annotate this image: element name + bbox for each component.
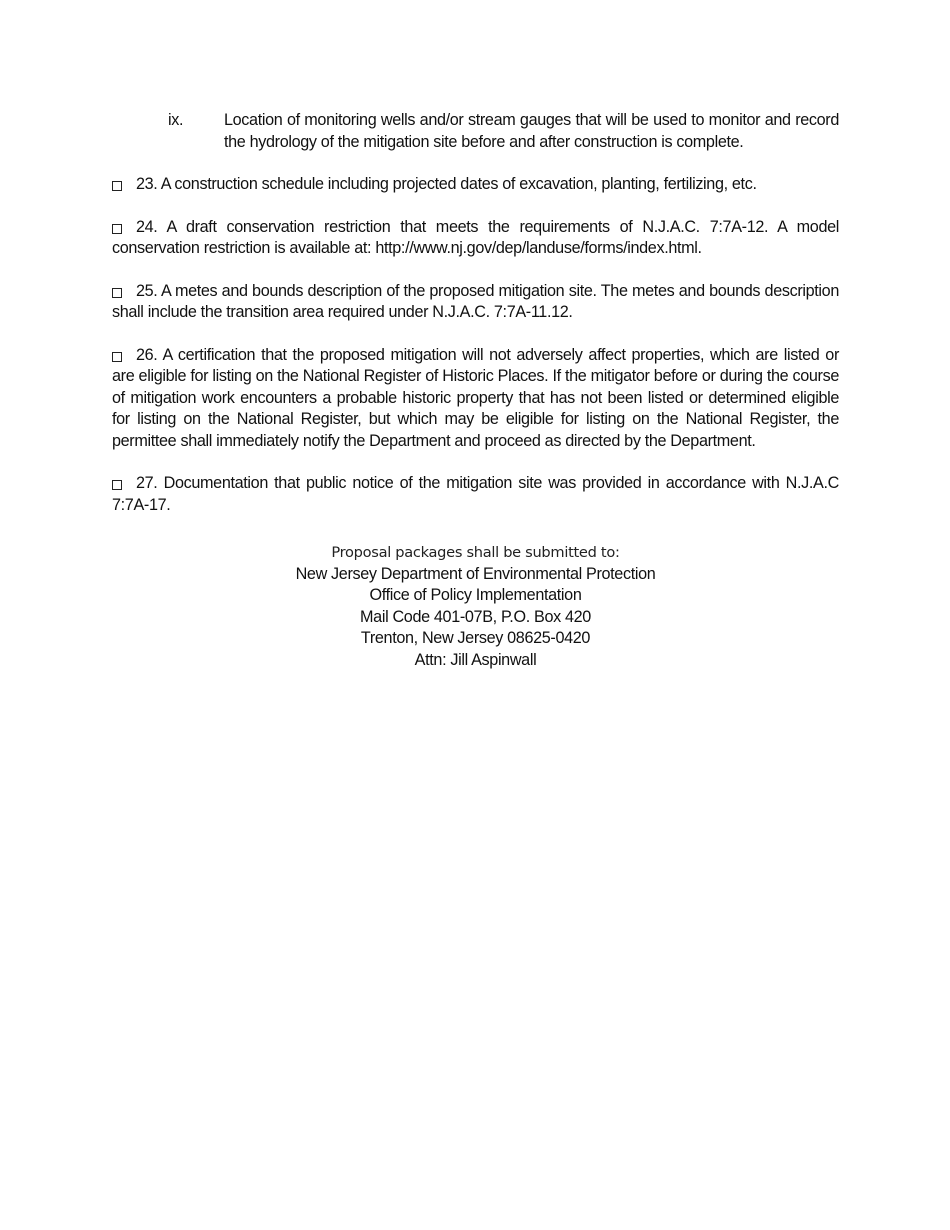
submission-intro: Proposal packages shall be submitted to: bbox=[331, 544, 620, 561]
address-line-office: Office of Policy Implementation bbox=[369, 586, 582, 604]
document-page bbox=[112, 110, 839, 671]
address-line-department: New Jersey Department of Environmental Protection bbox=[295, 564, 656, 583]
checkbox-item-23[interactable] bbox=[112, 181, 122, 191]
item-text-23: 23. A construction schedule including projected dates of excavation, planting, fertilizing, etc. bbox=[136, 175, 757, 193]
address-line-mail-code: Mail Code 401-07B, P.O. Box 420 bbox=[360, 607, 591, 626]
item-text-25: 25. A metes and bounds description of the proposed mitigation site. The metes and bounds description shall include the transition area required under N.J.A.C. 7:7A-11.12. bbox=[112, 281, 839, 321]
item-text-26: 26. A certification that the proposed mitigation will not adversely affect properties, which are listed or are eligible for listing on the National Register of Historic Places. If the mitigator before or during the course of mitigation work encounters a probable historic property that has not been listed or determined eligible for listing on the National Register, but which may be eligible for listing on the National Register, the permittee shall immediately notify the Department and proceed as directed by the Department. bbox=[112, 345, 839, 450]
item-text-27: 27. Documentation that public notice of the mitigation site was provided in accordance with N.J.A.C 7:7A-17. bbox=[112, 474, 839, 514]
checkbox-item-26[interactable] bbox=[112, 352, 122, 362]
address-line-attention: Attn: Jill Aspinwall bbox=[414, 650, 537, 669]
checklist-item-27 bbox=[112, 473, 839, 516]
checklist-item-23 bbox=[112, 174, 839, 196]
submission-address-block bbox=[112, 542, 839, 671]
checklist-item-26 bbox=[112, 345, 839, 453]
checkbox-item-27[interactable] bbox=[112, 480, 122, 490]
sub-item-ix bbox=[112, 110, 839, 153]
checklist-item-25 bbox=[112, 281, 839, 324]
checkbox-item-24[interactable] bbox=[112, 224, 122, 234]
sub-item-numeral: ix. bbox=[168, 111, 184, 129]
address-line-city: Trenton, New Jersey 08625-0420 bbox=[360, 629, 591, 647]
checklist-item-24 bbox=[112, 217, 839, 260]
item-text-24: 24. A draft conservation restriction that meets the requirements of N.J.A.C. 7:7A-12. A model conservation restriction is available at: http://www.nj.gov/dep/landuse/forms/index.html. bbox=[112, 217, 839, 257]
sub-item-text: Location of monitoring wells and/or stream gauges that will be used to monitor and record the hydrology of the mitigation site before and after construction is complete. bbox=[224, 111, 839, 151]
checkbox-item-25[interactable] bbox=[112, 288, 122, 298]
